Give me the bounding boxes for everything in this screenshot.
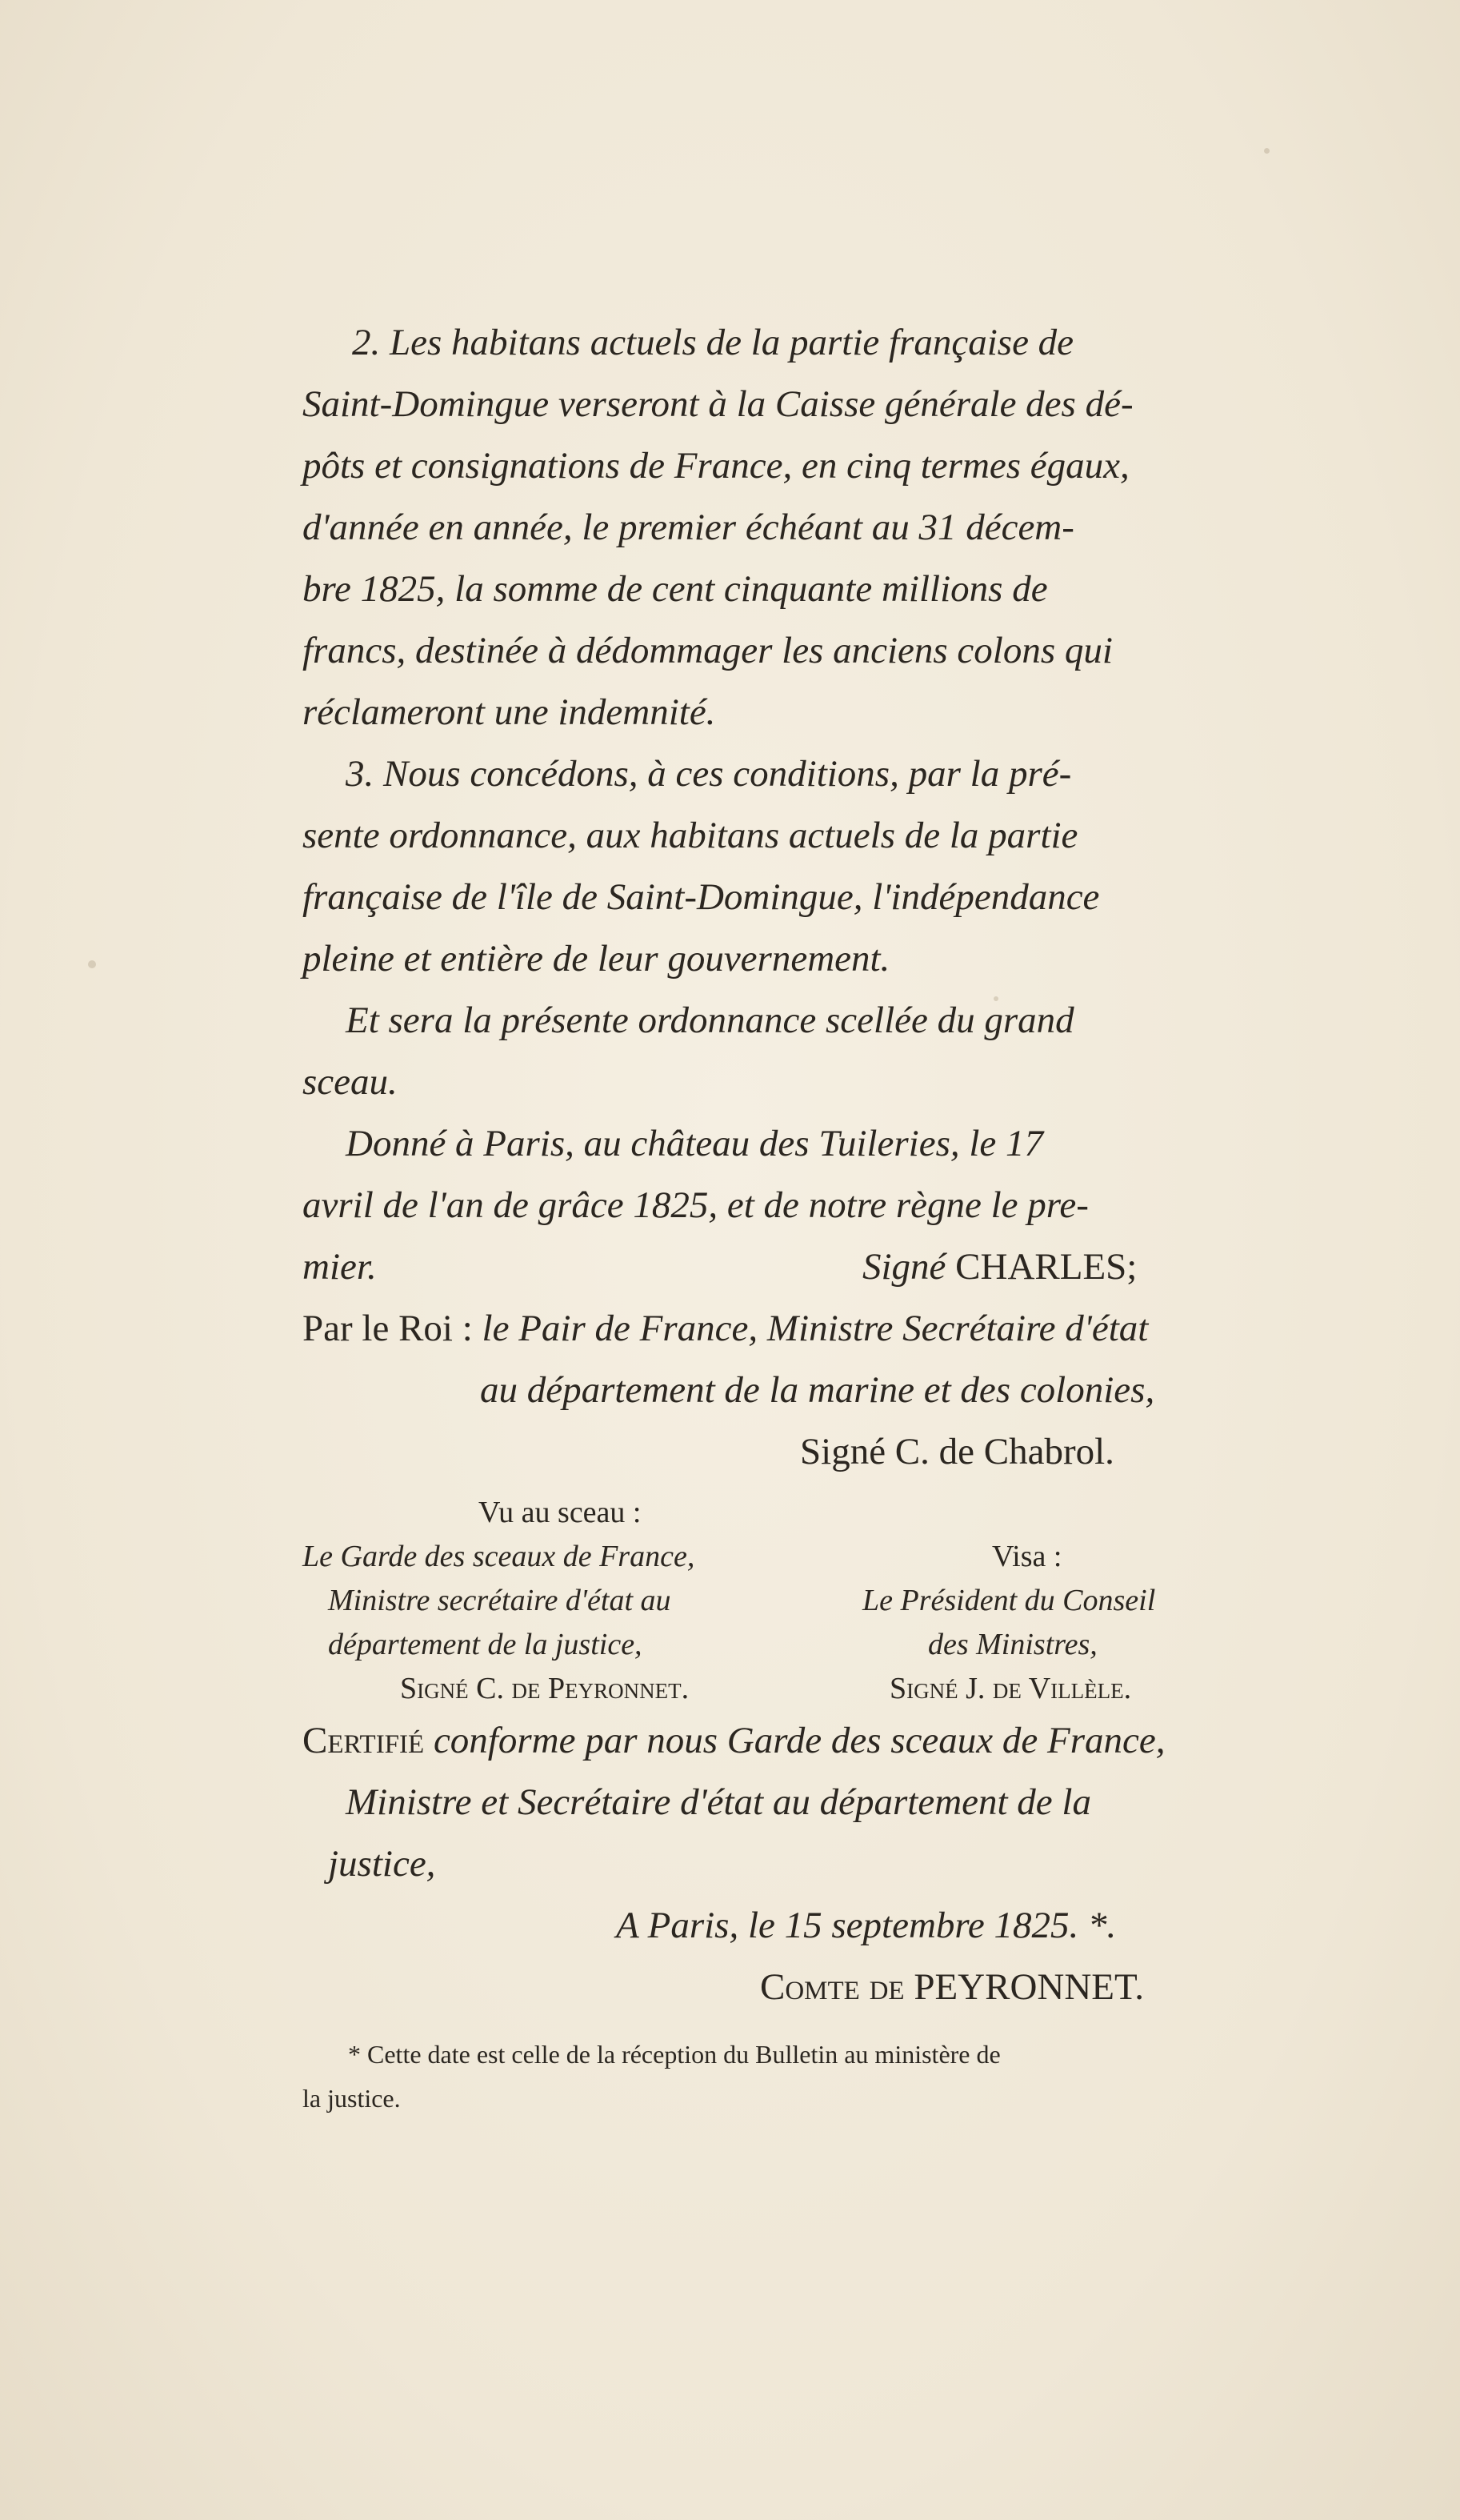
charles-name: CHARLES; [955,1246,1138,1288]
article-2-line-5: bre 1825, la somme de cent cinquante millions de [302,568,1048,610]
peyronnet-signature-1: Signé C. de Peyronnet. [400,1672,690,1705]
article-3-line-1: 3. Nous concédons, à ces conditions, par la pré- [346,753,1072,795]
footnote-line-2: la justice. [302,2084,401,2113]
villele-signature: Signé J. de Villèle. [890,1672,1132,1705]
article-3-line-2: sente ordonnance, aux habitans actuels de la partie [302,815,1078,856]
sealing-line-2: sceau. [302,1061,398,1103]
vu-au-sceau-title: Vu au sceau : [478,1496,642,1529]
sealing-line-1: Et sera la présente ordonnance scellée du grand [346,1000,1074,1041]
certifie-line-2: Ministre et Secrétaire d'état au département de la [346,1781,1091,1823]
paper-stain [88,960,96,968]
signe-label: Signé [862,1246,946,1288]
certifie-line-1 [302,1717,1166,1765]
vu-line-2: Ministre secrétaire d'état au [328,1584,671,1617]
visa-line-2: des Ministres, [928,1628,1098,1661]
article-3-line-4: pleine et entière de leur gouvernement. [302,938,890,980]
par-le-roi-label: Par le Roi : [302,1308,473,1349]
article-2-line-2: Saint-Domingue verseront à la Caisse générale des dé- [302,383,1134,425]
article-2-line-4: d'année en année, le premier échéant au 31 décem- [302,507,1074,548]
par-le-roi-line [302,1304,1148,1352]
certifie-label: Certifié [302,1720,425,1761]
vu-line-1: Le Garde des sceaux de France, [302,1540,695,1573]
minister-title: le Pair de France, Ministre Secrétaire d'état [482,1308,1149,1349]
certifie-line-3: justice, [328,1843,436,1885]
chabrol-signature: Signé C. de Chabrol. [800,1431,1114,1472]
footnote-line-1: * Cette date est celle de la réception du Bulletin au ministère de [348,2040,1001,2069]
peyronnet-name: PEYRONNET. [914,1966,1144,2008]
comte-de-label: Comte de [760,1966,905,2008]
king-signature [862,1243,1137,1291]
article-2-line-3: pôts et consignations de France, en cinq termes égaux, [302,445,1130,487]
visa-title: Visa : [992,1540,1062,1573]
visa-line-1: Le Président du Conseil [862,1584,1156,1617]
comte-peyronnet-signature [760,1963,1144,2011]
given-line-1: Donné à Paris, au château des Tuileries, le 17 [346,1123,1044,1164]
certifie-text: conforme par nous Garde des sceaux de France, [433,1720,1166,1761]
article-2-line-6: francs, destinée à dédommager les anciens colons qui [302,630,1113,671]
vu-line-3: département de la justice, [328,1628,642,1661]
article-2-line-1: 2. Les habitans actuels de la partie française de [352,322,1074,363]
given-line-3: mier. [302,1246,377,1288]
minister-department: au département de la marine et des colonies, [480,1369,1155,1411]
paper-stain [1264,148,1270,154]
date-line: A Paris, le 15 septembre 1825. *. [616,1905,1117,1946]
article-3-line-3: française de l'île de Saint-Domingue, l'indépendance [302,876,1100,918]
given-line-2: avril de l'an de grâce 1825, et de notre règne le pre- [302,1184,1089,1226]
article-2-line-7: réclameront une indemnité. [302,691,716,733]
